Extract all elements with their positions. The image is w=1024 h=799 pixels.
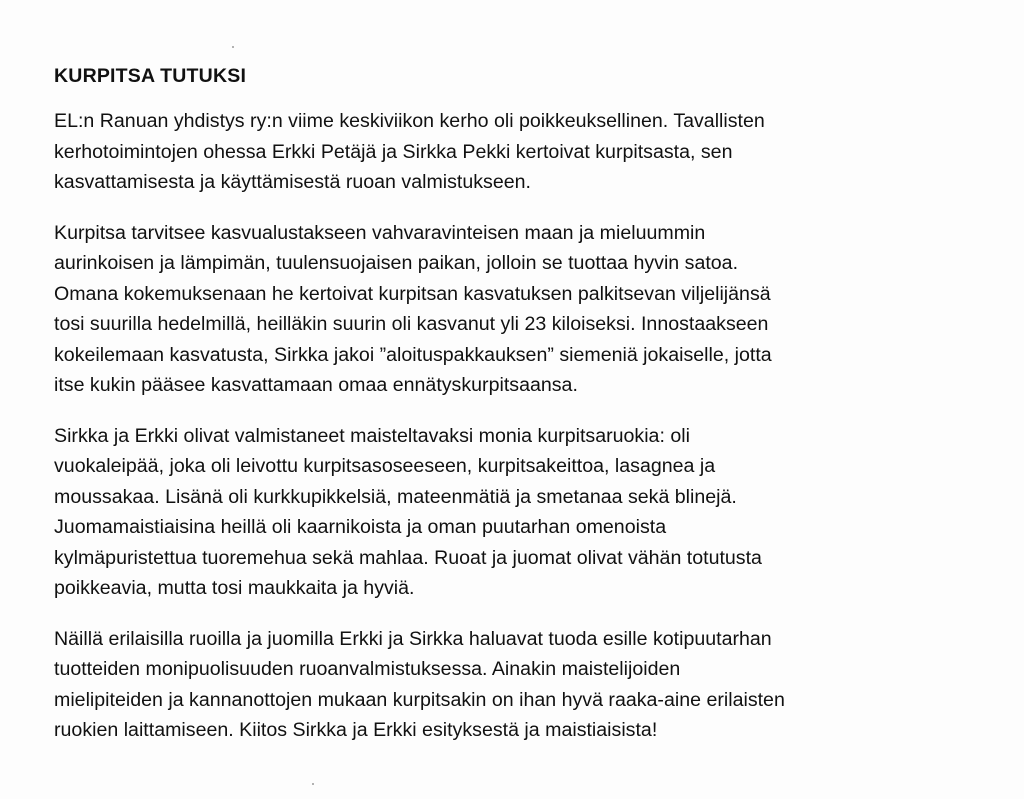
text-line: kasvattamisesta ja käyttämisestä ruoan valmistukseen. xyxy=(54,171,531,193)
text-line: ruokien laittamiseen. Kiitos Sirkka ja Erkki esityksestä ja maistiaisista! xyxy=(54,719,658,741)
text-line: vuokaleipää, joka oli leivottu kurpitsasoseeseen, kurpitsakeittoa, lasagnea ja xyxy=(54,455,716,477)
scan-speck xyxy=(232,46,234,48)
scan-speck xyxy=(312,783,314,785)
text-line: itse kukin pääsee kasvattamaan omaa ennätyskurpitsaansa. xyxy=(54,374,578,396)
paragraph-2 xyxy=(54,218,974,401)
text-line: mielipiteiden ja kannanottojen mukaan kurpitsakin on ihan hyvä raaka-aine erilaisten xyxy=(54,688,785,711)
paragraph-1 xyxy=(54,106,974,198)
text-line: Näillä erilaisilla ruoilla ja juomilla Erkki ja Sirkka haluavat tuoda esille kotipuutarhan xyxy=(54,627,772,650)
text-line: tuotteiden monipuolisuuden ruoanvalmistuksessa. Ainakin maistelijoiden xyxy=(54,658,681,680)
text-line: Kurpitsa tarvitsee kasvualustakseen vahvaravinteisen maan ja mieluummin xyxy=(54,221,706,244)
text-line: Sirkka ja Erkki olivat valmistaneet maisteltavaksi monia kurpitsaruokia: oli xyxy=(54,424,690,447)
text-line: tosi suurilla hedelmillä, heilläkin suurin oli kasvanut yli 23 kiloiseksi. Innostaakseen xyxy=(54,313,769,335)
article xyxy=(54,62,974,766)
text-line: poikkeavia, mutta tosi maukkaita ja hyviä. xyxy=(54,577,415,599)
text-line: Juomamaistiaisina heillä oli kaarnikoista ja oman puutarhan omenoista xyxy=(54,516,667,538)
text-line: kylmäpuristettua tuoremehua sekä mahlaa. Ruoat ja juomat olivat vähän totutusta xyxy=(54,546,762,569)
text-line: kerhotoimintojen ohessa Erkki Petäjä ja Sirkka Pekki kertoivat kurpitsasta, sen xyxy=(54,140,733,163)
text-line: EL:n Ranuan yhdistys ry:n viime keskiviikon kerho oli poikkeuksellinen. Tavallisten xyxy=(54,110,765,132)
paragraph-4 xyxy=(54,624,974,746)
text-line: moussakaa. Lisänä oli kurkkupikkelsiä, mateenmätiä ja smetanaa sekä blinejä. xyxy=(54,485,737,508)
text-line: Omana kokemuksenaan he kertoivat kurpitsan kasvatuksen palkitsevan viljelijänsä xyxy=(54,282,771,305)
text-line: aurinkoisen ja lämpimän, tuulensuojaisen paikan, jolloin se tuottaa hyvin satoa. xyxy=(54,252,739,274)
article-title: KURPITSA TUTUKSI xyxy=(54,65,247,87)
paragraph-3 xyxy=(54,421,974,604)
text-line: kokeilemaan kasvatusta, Sirkka jakoi ”aloituspakkauksen” siemeniä jokaiselle, jotta xyxy=(54,343,772,366)
